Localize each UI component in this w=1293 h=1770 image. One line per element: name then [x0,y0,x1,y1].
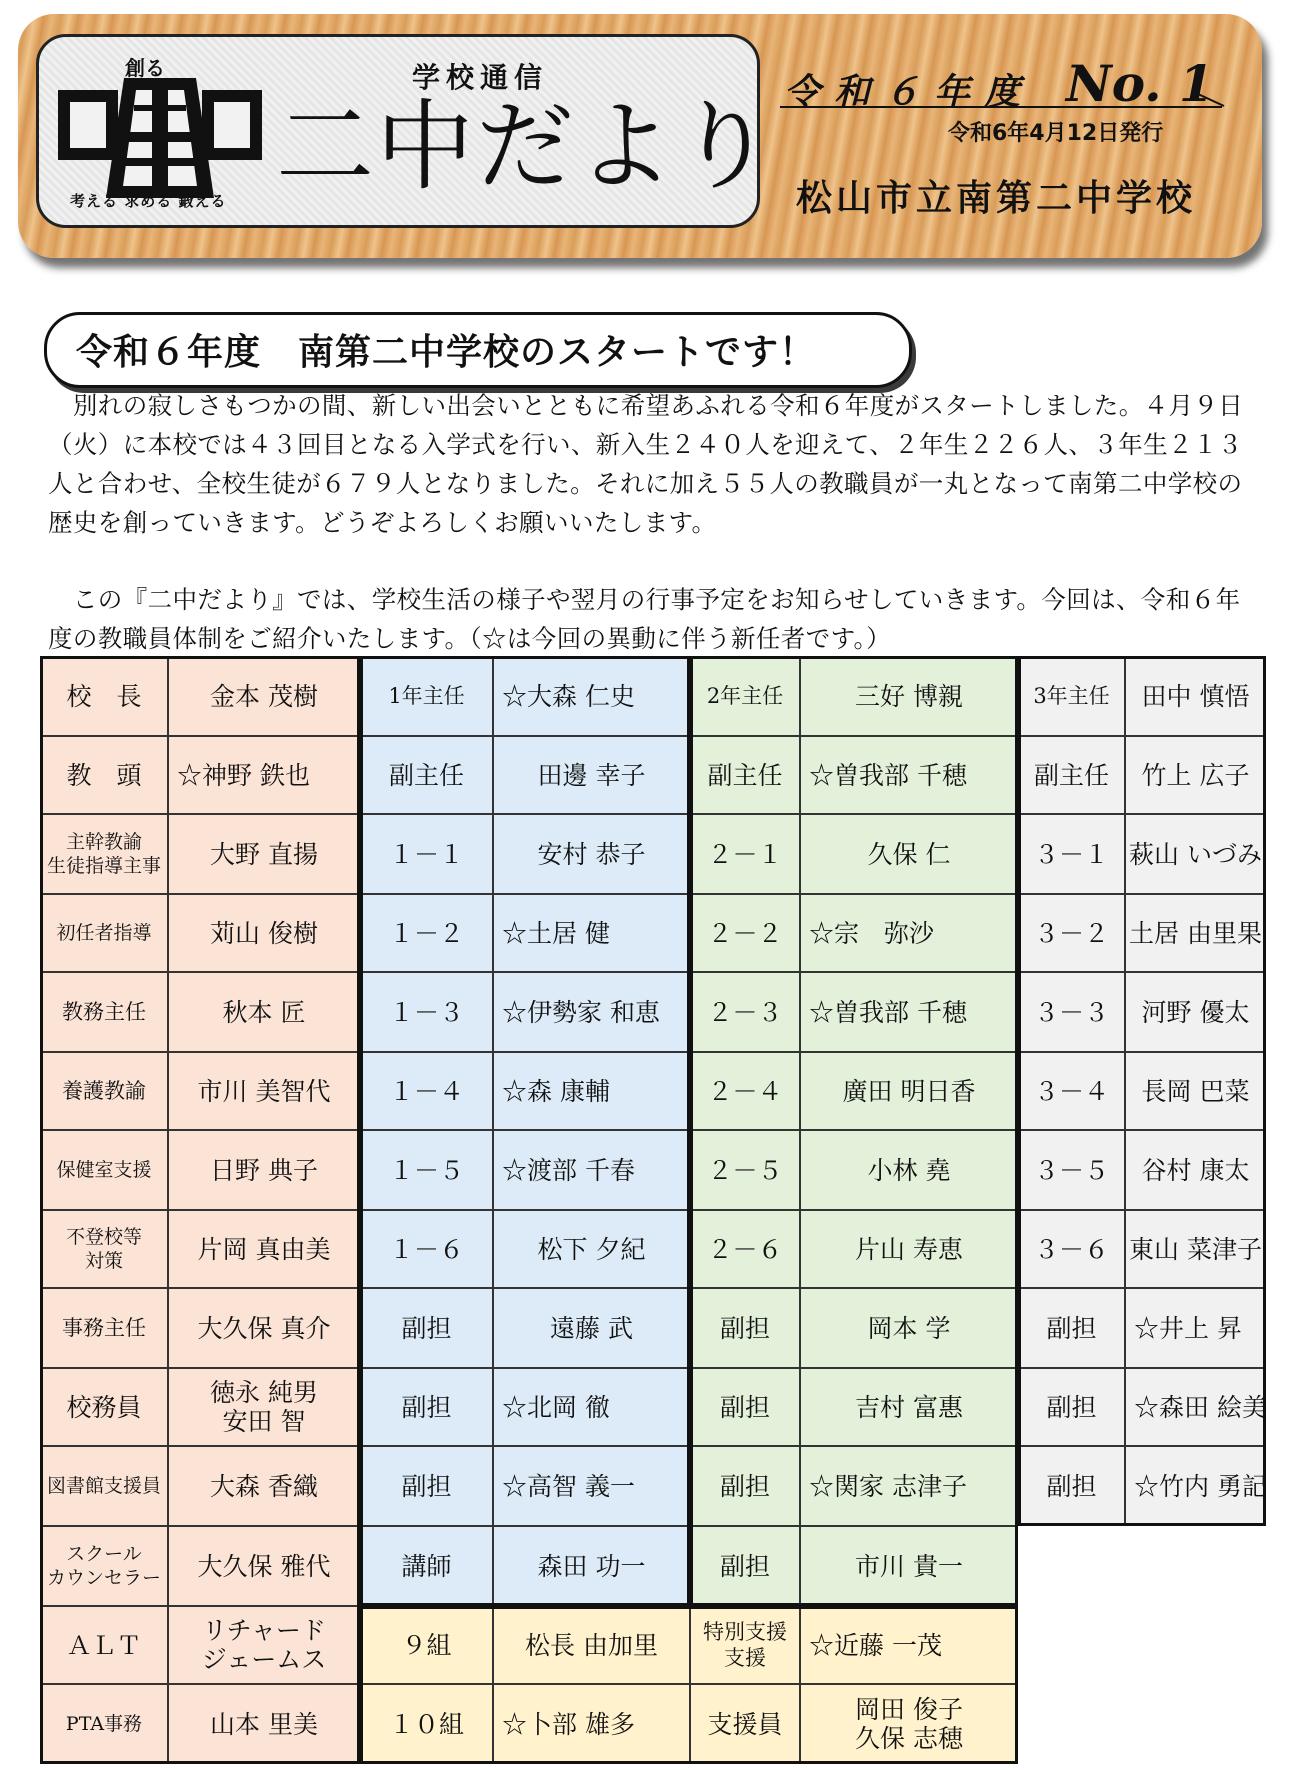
staff-cell-r1-c6: 三好 博親 [800,656,1018,736]
staff-cell-r12-c5: 副担 [690,1526,800,1606]
staff-cell-r9-c8: ☆井上 昇 [1125,1288,1266,1368]
staff-cell-r4-c4: ☆土居 健 [493,894,690,972]
staff-cell-r11-c6: ☆関家 志津子 [800,1446,1018,1526]
staff-cell-r13-c3: ９組 [360,1606,493,1684]
staff-cell-r8-c2: 片岡 真由美 [168,1210,360,1288]
staff-cell-r4-c6: ☆宗 弥沙 [800,894,1018,972]
staff-cell-r3-c7: ３－１ [1018,814,1125,894]
staff-cell-r12-c1: スクール カウンセラー [40,1526,168,1606]
staff-cell-r1-c1: 校 長 [40,656,168,736]
staff-cell-r9-c4: 遠藤 武 [493,1288,690,1368]
staff-table [40,656,1266,1762]
staff-cell-r11-c4: ☆高智 義一 [493,1446,690,1526]
staff-cell-r10-c1: 校務員 [40,1368,168,1446]
staff-cell-r6-c7: ３－４ [1018,1052,1125,1130]
staff-cell-r9-c2: 大久保 真介 [168,1288,360,1368]
staff-cell-r8-c6: 片山 寿恵 [800,1210,1018,1288]
staff-cell-r5-c8: 河野 優太 [1125,972,1266,1052]
staff-cell-r6-c1: 養護教諭 [40,1052,168,1130]
staff-cell-r5-c5: ２－３ [690,972,800,1052]
emblem-top-text: 創る [125,56,165,80]
staff-cell-r9-c1: 事務主任 [40,1288,168,1368]
staff-cell-r14-c4: ☆卜部 雄多 [493,1684,690,1764]
staff-cell-r7-c2: 日野 典子 [168,1130,360,1210]
staff-cell-r11-c1: 図書館支援員 [40,1446,168,1526]
staff-cell-r1-c8: 田中 慎悟 [1125,656,1266,736]
staff-cell-r8-c4: 松下 夕紀 [493,1210,690,1288]
staff-cell-r13-c2: リチャード ジェームス [168,1606,360,1684]
staff-cell-r4-c7: ３－２ [1018,894,1125,972]
staff-cell-r7-c7: ３－５ [1018,1130,1125,1210]
article-paragraph-2: この『二中だより』では、学校生活の様子や翌月の行事予定をお知らせしていきます。今回は、令和６年度の教職員体制をご紹介いたします。（☆は今回の異動に伴う新任者です。） [48,585,1241,653]
fiscal-year: 令和６年度 [784,72,1035,113]
staff-cell-r12-c6: 市川 貴一 [800,1526,1018,1606]
staff-cell-r5-c3: １－３ [360,972,493,1052]
staff-cell-r7-c8: 谷村 康太 [1125,1130,1266,1210]
staff-cell-r7-c3: １－５ [360,1130,493,1210]
newsletter-kicker: 学校通信 [412,61,549,94]
staff-cell-r3-c8: 萩山 いづみ [1125,814,1266,894]
staff-cell-r8-c7: ３－６ [1018,1210,1125,1288]
header-rule [780,106,1222,108]
staff-cell-r10-c2: 徳永 純男 安田 智 [168,1368,360,1446]
staff-cell-r4-c1: 初任者指導 [40,894,168,972]
staff-cell-r1-c2: 金本 茂樹 [168,656,360,736]
staff-cell-r4-c8: 土居 由里果 [1125,894,1266,972]
staff-cell-r6-c3: １－４ [360,1052,493,1130]
staff-cell-r14-c1: PTA事務 [40,1684,168,1764]
staff-cell-r6-c8: 長岡 巴菜 [1125,1052,1266,1130]
staff-cell-r4-c5: ２－２ [690,894,800,972]
staff-cell-r2-c1: 教 頭 [40,736,168,814]
rule-arrow-icon [1198,93,1226,107]
staff-cell-r14-c2: 山本 里美 [168,1684,360,1764]
staff-cell-r7-c6: 小林 堯 [800,1130,1018,1210]
newsletter-title: 二中だより [276,90,777,204]
publish-date: 令和6年4月12日発行 [948,121,1164,146]
staff-cell-r2-c5: 副主任 [690,736,800,814]
staff-cell-r10-c5: 副担 [690,1368,800,1446]
staff-cell-r12-c4: 森田 功一 [493,1526,690,1606]
staff-cell-r10-c7: 副担 [1018,1368,1125,1446]
staff-cell-r3-c2: 大野 直揚 [168,814,360,894]
article-heading: 令和６年度 南第二中学校のスタートです！ [76,332,817,373]
staff-cell-r14-c6: 岡田 俊子 久保 志穂 [800,1684,1018,1764]
staff-cell-r9-c3: 副担 [360,1288,493,1368]
staff-cell-r3-c6: 久保 仁 [800,814,1018,894]
staff-cell-r9-c7: 副担 [1018,1288,1125,1368]
staff-cell-r1-c7: 3年主任 [1018,656,1125,736]
staff-cell-r10-c6: 吉村 富惠 [800,1368,1018,1446]
staff-cell-r10-c8: ☆森田 絵美 [1125,1368,1266,1446]
staff-cell-r5-c2: 秋本 匠 [168,972,360,1052]
staff-cell-r1-c3: 1年主任 [360,656,493,736]
staff-cell-r8-c1: 不登校等 対策 [40,1210,168,1288]
staff-cell-r7-c1: 保健室支援 [40,1130,168,1210]
staff-cell-r8-c8: 東山 菜津子 [1125,1210,1266,1288]
staff-cell-r9-c5: 副担 [690,1288,800,1368]
staff-cell-r5-c6: ☆曽我部 千穂 [800,972,1018,1052]
school-name: 松山市立南第二中学校 [796,177,1197,219]
staff-cell-r11-c2: 大森 香織 [168,1446,360,1526]
staff-cell-r14-c5: 支援員 [690,1684,800,1764]
staff-cell-r2-c2: ☆神野 鉄也 [168,736,360,814]
staff-cell-r3-c3: １－１ [360,814,493,894]
staff-cell-r8-c3: １－６ [360,1210,493,1288]
staff-cell-r6-c6: 廣田 明日香 [800,1052,1018,1130]
staff-cell-r3-c4: 安村 恭子 [493,814,690,894]
staff-cell-r2-c8: 竹上 広子 [1125,736,1266,814]
staff-cell-r1-c4: ☆大森 仁史 [493,656,690,736]
staff-cell-r13-c5: 特別支援 支援 [690,1606,800,1684]
staff-cell-r13-c6: ☆近藤 一茂 [800,1606,1018,1684]
staff-cell-r5-c7: ３－３ [1018,972,1125,1052]
staff-cell-r12-c2: 大久保 雅代 [168,1526,360,1606]
staff-cell-r13-c4: 松長 由加里 [493,1606,690,1684]
staff-cell-r6-c5: ２－４ [690,1052,800,1130]
staff-cell-r5-c4: ☆伊勢家 和恵 [493,972,690,1052]
staff-cell-r14-c3: １０組 [360,1684,493,1764]
staff-cell-r4-c3: １－２ [360,894,493,972]
staff-cell-r6-c2: 市川 美智代 [168,1052,360,1130]
staff-cell-r1-c5: 2年主任 [690,656,800,736]
staff-cell-r9-c6: 岡本 学 [800,1288,1018,1368]
staff-cell-r10-c3: 副担 [360,1368,493,1446]
issue-number: No. 1 [1066,54,1214,113]
emblem-motto: 考える 求める 鍛える [70,192,227,210]
staff-cell-r11-c7: 副担 [1018,1446,1125,1526]
staff-cell-r13-c1: ＡＬＴ [40,1606,168,1684]
staff-cell-r7-c4: ☆渡部 千春 [493,1130,690,1210]
staff-cell-r2-c4: 田邊 幸子 [493,736,690,814]
staff-cell-r4-c2: 苅山 俊樹 [168,894,360,972]
staff-cell-r8-c5: ２－６ [690,1210,800,1288]
staff-cell-r12-c3: 講師 [360,1526,493,1606]
staff-cell-r7-c5: ２－５ [690,1130,800,1210]
staff-cell-r5-c1: 教務主任 [40,972,168,1052]
staff-cell-r10-c4: ☆北岡 徹 [493,1368,690,1446]
staff-cell-r2-c7: 副主任 [1018,736,1125,814]
staff-cell-r11-c5: 副担 [690,1446,800,1526]
staff-cell-r3-c5: ２－１ [690,814,800,894]
staff-cell-r2-c6: ☆曽我部 千穂 [800,736,1018,814]
staff-cell-r2-c3: 副主任 [360,736,493,814]
staff-cell-r3-c1: 主幹教諭 生徒指導主事 [40,814,168,894]
article-paragraph-1: 別れの寂しさもつかの間、新しい出会いとともに希望あふれる令和６年度がスタートしました。４月９日（火）に本校では４３回目となる入学式を行い、新入生２４０人を迎えて、２年生２２６人、３年生２１３人と合わせ、全校生徒が６７９人となりました。それに加え５５人の教職員が一丸となって南第二中学校の歴史を創っていきます。どうぞよろしくお願いいたします。 [48,391,1244,537]
staff-cell-r6-c4: ☆森 康輔 [493,1052,690,1130]
staff-cell-r11-c8: ☆竹内 勇記 [1125,1446,1266,1526]
staff-cell-r11-c3: 副担 [360,1446,493,1526]
